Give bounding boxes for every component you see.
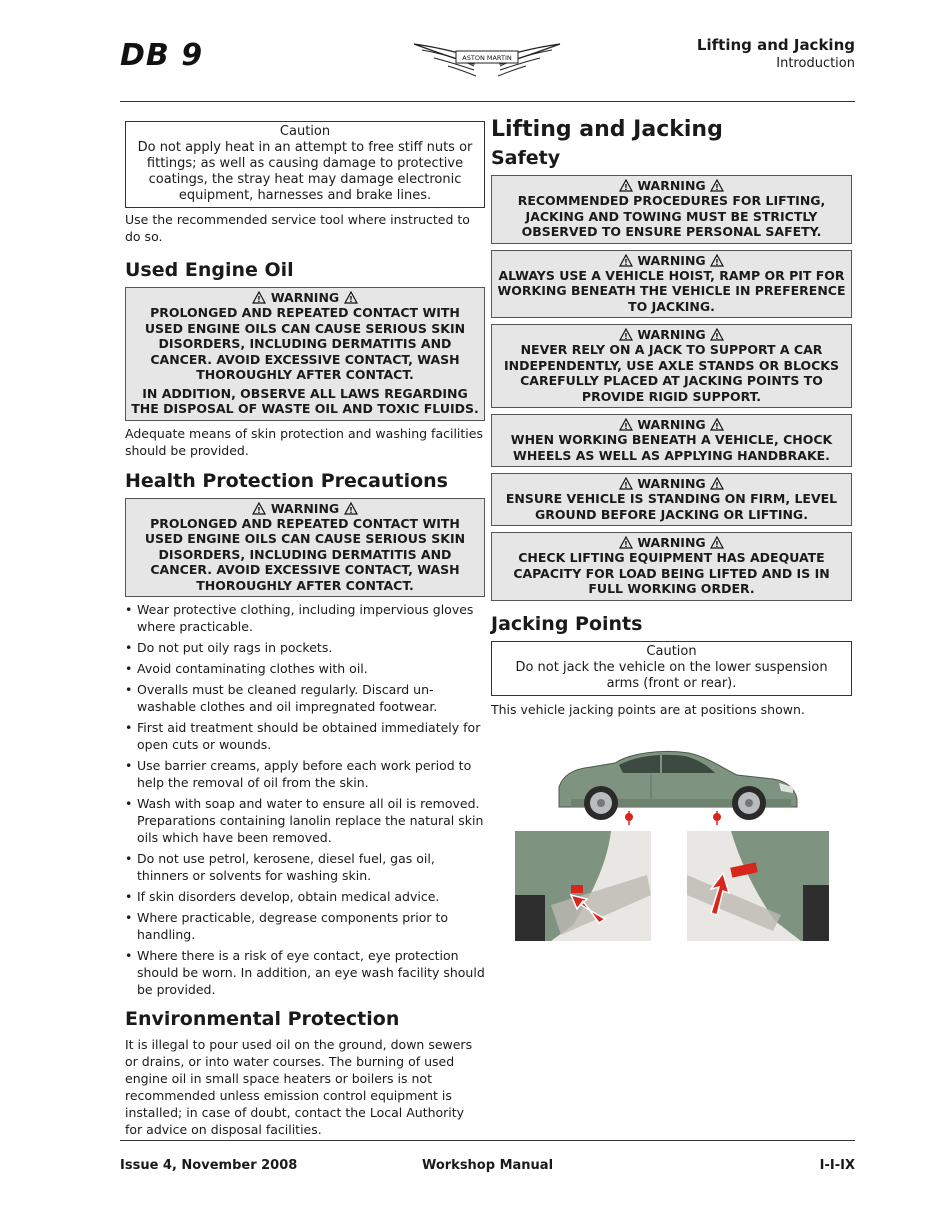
warning-triangle-icon [710, 418, 724, 431]
svg-text:!: ! [624, 540, 628, 549]
caution-title: Caution [279, 124, 331, 139]
svg-text:!: ! [624, 332, 628, 341]
caution-title: Caution [646, 643, 697, 659]
list-item: • Overalls must be cleaned regularly. Discard un-washable clothes and oil impregnated footwear. [125, 681, 485, 715]
caution-text: Do not apply heat in an attempt to free stiff nuts or fittings; as well as causing damage to protective coatings, the stray heat may damage electronic equipment, harnesses and brake lines. [137, 140, 473, 203]
warning-box-chock-wheels [491, 414, 852, 467]
section-title: Lifting and Jacking [696, 36, 855, 54]
aston-martin-wings-logo [412, 38, 562, 90]
warning-title [496, 417, 847, 432]
svg-text:!: ! [624, 422, 628, 431]
svg-text:!: ! [624, 257, 628, 267]
warning-triangle-icon [619, 477, 633, 490]
svg-text:!: ! [348, 295, 353, 304]
health-protection-heading: Health Protection Precautions [125, 469, 448, 492]
jacking-points-note: This vehicle jacking points are at positions shown. [491, 701, 805, 717]
warning-triangle-icon [252, 291, 266, 304]
front-jacking-point-detail [515, 831, 651, 941]
environmental-text: It is illegal to pour used oil on the ground, down sewers or drains, or into water courses. The burning of used engine oil in small space heaters or boilers is not recommended unless emission control equipment is installed; in case of doubt, contact the Local Authority for advice on disposal facilities. [125, 1037, 473, 1137]
warning-triangle-icon [710, 536, 724, 549]
brand-logo-text: ASTON MARTIN [462, 54, 512, 62]
used-engine-oil-heading: Used Engine Oil [125, 259, 294, 281]
list-item: • If skin disorders develop, obtain medical advice. [125, 888, 485, 905]
warning-label: WARNING [637, 178, 706, 193]
svg-text:!: ! [257, 295, 262, 304]
lifting-jacking-heading: Lifting and Jacking [491, 117, 723, 142]
issue-date: Issue 4, November 2008 [120, 1158, 298, 1173]
warning-label: WARNING [270, 290, 340, 305]
warning-triangle-icon [619, 179, 633, 192]
svg-text:!: ! [624, 183, 628, 192]
jacking-points-heading: Jacking Points [491, 612, 643, 635]
svg-text:!: ! [257, 505, 262, 515]
precautions-list [125, 601, 485, 998]
warning-triangle-icon [344, 502, 358, 515]
rear-jacking-point-detail [687, 831, 829, 941]
warning-triangle-icon [619, 328, 633, 341]
environmental-protection-heading: Environmental Protection [125, 1008, 400, 1030]
caution-box-heat [125, 121, 485, 208]
list-item: • Avoid contaminating clothes with oil. [125, 660, 485, 677]
caution-box-suspension [491, 641, 852, 696]
list-item: • Do not use petrol, kerosene, diesel fuel, gas oil, thinners or solvents for washing skin. [125, 850, 485, 884]
footer-rule [120, 1140, 855, 1141]
left-column [125, 121, 485, 1138]
warning-text: PROLONGED AND REPEATED CONTACT WITH USED ENGINE OILS CAN CAUSE SERIOUS SKIN DISORDERS, INCLUDING DERMATITIS AND CANCER. AVOID EXCESSIVE CONTACT, WASH THOROUGHLY AFTER CONTACT. [144, 515, 466, 593]
warning-label: WARNING [270, 500, 340, 516]
warning-box-lifting-procedures [491, 175, 852, 244]
warning-title [130, 290, 480, 305]
list-item: • Do not put oily rags in pockets. [125, 639, 485, 656]
list-item: • Where there is a risk of eye contact, eye protection should be worn. In addition, an eye wash facility should be provided. [125, 947, 485, 998]
warning-box-health [125, 498, 485, 598]
svg-text:!: ! [715, 540, 719, 549]
warning-text: ALWAYS USE A VEHICLE HOIST, RAMP OR PIT FOR WORKING BENEATH THE VEHICLE IN PREFERENCE TO JACKING. [497, 267, 846, 314]
warning-triangle-icon [619, 536, 633, 549]
warning-text: RECOMMENDED PROCEDURES FOR LIFTING, JACKING AND TOWING MUST BE STRICTLY OBSERVED TO ENSURE PERSONAL SAFETY. [517, 193, 826, 239]
warning-title [496, 476, 847, 491]
warning-label: WARNING [637, 535, 706, 550]
svg-text:!: ! [348, 505, 353, 515]
warning-box-axle-stands [491, 324, 852, 408]
list-item: • Wash with soap and water to ensure all oil is removed. Preparations containing lanolin replace the natural skin oils which have been removed. [125, 795, 485, 846]
page-header [120, 28, 855, 102]
warning-box-lifting-equipment [491, 532, 852, 601]
caution-text: Do not jack the vehicle on the lower suspension arms (front or rear). [515, 659, 828, 691]
warning-text: ENSURE VEHICLE IS STANDING ON FIRM, LEVEL GROUND BEFORE JACKING OR LIFTING. [505, 491, 838, 522]
warning-title [496, 327, 847, 342]
db9-logo-text: DB 9 [120, 38, 204, 73]
warning-triangle-icon [619, 418, 633, 431]
car-side-view [559, 751, 797, 825]
db9-logo [120, 34, 240, 74]
warning-text: IN ADDITION, OBSERVE ALL LAWS REGARDING THE DISPOSAL OF WASTE OIL AND TOXIC FLUIDS. [131, 385, 479, 416]
page-number: I-I-IX [819, 1158, 855, 1173]
warning-label: WARNING [637, 327, 706, 342]
list-item: • Where practicable, degrease components prior to handling. [125, 909, 485, 943]
right-column [491, 115, 852, 718]
list-item: • First aid treatment should be obtained immediately for open cuts or wounds. [125, 719, 485, 753]
warning-text: NEVER RELY ON A JACK TO SUPPORT A CAR INDEPENDENTLY, USE AXLE STANDS OR BLOCKS CAREFULLY PLACED AT JACKING POINTS TO PROVIDE RIGID SUPPORT. [504, 342, 839, 404]
warning-box-used-oil [125, 287, 485, 421]
svg-text:!: ! [715, 257, 719, 267]
warning-title [496, 535, 847, 550]
warning-triangle-icon [619, 254, 633, 267]
svg-text:!: ! [715, 332, 719, 341]
skin-protection-note: Adequate means of skin protection and washing facilities should be provided. [125, 425, 483, 458]
warning-text: WHEN WORKING BENEATH A VEHICLE, CHOCK WHEELS AS WELL AS APPLYING HANDBRAKE. [510, 432, 833, 463]
service-tool-note: Use the recommended service tool where instructed to do so. [125, 212, 470, 244]
safety-heading: Safety [491, 147, 561, 169]
svg-text:!: ! [715, 481, 719, 490]
list-item: • Use barrier creams, apply before each work period to help the removal of oil from the skin. [125, 757, 485, 791]
svg-text:!: ! [624, 481, 628, 490]
list-item: • Wear protective clothing, including impervious gloves where practicable. [125, 601, 485, 635]
warning-box-level-ground [491, 473, 852, 526]
jacking-pad-front [571, 885, 583, 893]
warning-label: WARNING [637, 252, 706, 268]
warning-title [130, 501, 480, 516]
warning-box-vehicle-hoist [491, 250, 852, 319]
warning-text: PROLONGED AND REPEATED CONTACT WITH USED ENGINE OILS CAN CAUSE SERIOUS SKIN DISORDERS, INCLUDING DERMATITIS AND CANCER. AVOID EXCESSIVE CONTACT, WASH THOROUGHLY AFTER CONTACT. [144, 305, 466, 382]
warning-title [496, 253, 847, 268]
warning-triangle-icon [344, 291, 358, 304]
warning-triangle-icon [710, 254, 724, 267]
warning-triangle-icon [710, 477, 724, 490]
warning-label: WARNING [637, 476, 706, 491]
svg-text:!: ! [715, 422, 719, 431]
warning-triangle-icon [252, 502, 266, 515]
warning-title [496, 178, 847, 193]
header-rule [120, 101, 855, 102]
warning-text: CHECK LIFTING EQUIPMENT HAS ADEQUATE CAPACITY FOR LOAD BEING LIFTED AND IS IN FULL WORKING ORDER. [513, 550, 830, 596]
svg-text:!: ! [715, 183, 719, 192]
warning-label: WARNING [637, 417, 706, 432]
header-right [697, 36, 855, 71]
section-subtitle: Introduction [776, 56, 855, 71]
warning-triangle-icon [710, 179, 724, 192]
manual-name: Workshop Manual [421, 1158, 554, 1173]
warning-triangle-icon [710, 328, 724, 341]
jacking-points-illustration [511, 745, 831, 955]
